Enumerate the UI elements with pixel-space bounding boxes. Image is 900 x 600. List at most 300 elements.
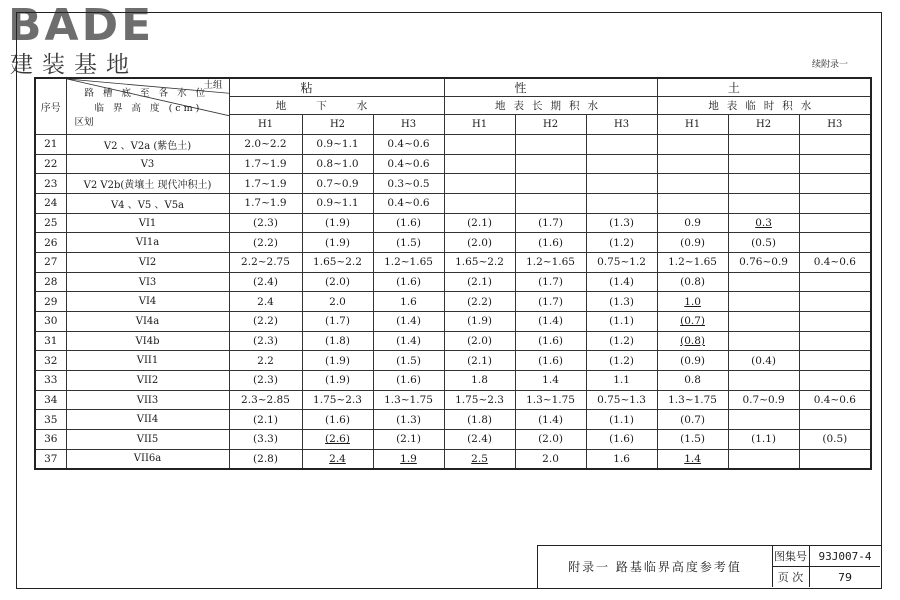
value-cell: [515, 371, 586, 391]
row-number: 23: [35, 174, 66, 194]
value-text: (1.4): [396, 335, 421, 348]
value-text: (1.3): [396, 413, 421, 426]
value-text: 0.9: [684, 217, 701, 230]
value-cell: [229, 154, 302, 174]
value-text: (2.1): [467, 276, 492, 289]
row-region: VI2: [66, 253, 229, 273]
value-cell: [373, 371, 444, 391]
value-cell: [229, 410, 302, 430]
value-cell: [586, 272, 657, 292]
value-cell: [799, 371, 871, 391]
value-cell: [657, 154, 728, 174]
value-text: (1.8): [325, 335, 350, 348]
value-cell: [515, 154, 586, 174]
value-text: (1.9): [325, 354, 350, 367]
value-text: (1.8): [467, 413, 492, 426]
value-text: (0.5): [822, 433, 848, 446]
value-text: 1.9: [400, 452, 417, 465]
value-cell: [728, 449, 799, 469]
value-cell: [586, 135, 657, 155]
value-text: 2.4: [329, 452, 346, 465]
value-cell: [515, 449, 586, 469]
value-cell: [444, 292, 515, 312]
value-text: (1.4): [609, 276, 634, 289]
value-cell: [229, 430, 302, 450]
value-text: (2.4): [253, 276, 278, 289]
table-row: [35, 154, 871, 174]
value-text: 2.3~2.85: [241, 394, 290, 407]
value-text: (0.8): [680, 276, 706, 289]
continued-label: 续附录一: [812, 60, 849, 70]
value-text: 2.0: [329, 295, 346, 308]
value-text: 0.4~0.6: [387, 197, 430, 210]
value-text: (1.5): [396, 236, 421, 249]
value-text: (1.6): [538, 335, 563, 348]
value-cell: [799, 213, 871, 233]
value-text: 1.6: [613, 452, 630, 465]
value-cell: [444, 194, 515, 214]
value-text: 1.4: [684, 452, 701, 465]
value-text: 1.4: [542, 374, 559, 387]
value-cell: [515, 312, 586, 332]
value-cell: [586, 312, 657, 332]
value-cell: [302, 233, 373, 253]
table-row: [35, 410, 871, 430]
header-h2: H2: [302, 115, 373, 135]
value-text: 0.7~0.9: [316, 177, 359, 190]
value-cell: [657, 449, 728, 469]
header-critical-height: 临 界 高 度 (cm): [94, 103, 203, 114]
value-text: 1.1: [613, 374, 630, 387]
row-region: VI3: [66, 272, 229, 292]
value-cell: [657, 351, 728, 371]
value-text: 1.7~1.9: [244, 177, 287, 190]
value-cell: [586, 213, 657, 233]
table-row: [35, 390, 871, 410]
row-number: 21: [35, 135, 66, 155]
value-text: (1.6): [538, 354, 563, 367]
value-text: 0.4~0.6: [387, 158, 430, 170]
value-text: (1.2): [609, 335, 634, 348]
row-number: 30: [35, 312, 66, 332]
value-text: (0.9): [680, 354, 706, 367]
value-cell: [444, 449, 515, 469]
value-cell: [444, 410, 515, 430]
value-cell: [799, 430, 871, 450]
table-row: [35, 272, 871, 292]
value-cell: [657, 331, 728, 351]
value-cell: [586, 449, 657, 469]
value-cell: [373, 449, 444, 469]
header-seq: 序号: [35, 78, 66, 135]
value-cell: [444, 390, 515, 410]
header-ground-water: 地下水: [229, 97, 444, 115]
value-text: 1.3~1.75: [526, 394, 575, 407]
value-text: (0.4): [751, 354, 777, 367]
value-cell: [657, 390, 728, 410]
value-cell: [373, 154, 444, 174]
table-row: [35, 351, 871, 371]
value-cell: [444, 272, 515, 292]
value-text: (1.3): [609, 217, 634, 230]
row-number: 31: [35, 331, 66, 351]
value-cell: [586, 174, 657, 194]
value-cell: [302, 174, 373, 194]
value-cell: [728, 272, 799, 292]
value-text: (2.0): [325, 276, 350, 289]
value-cell: [586, 410, 657, 430]
value-text: (1.6): [396, 217, 421, 230]
value-cell: [302, 272, 373, 292]
value-cell: [444, 233, 515, 253]
value-cell: [728, 194, 799, 214]
value-text: (0.5): [751, 236, 777, 249]
value-cell: [586, 371, 657, 391]
value-text: (1.6): [325, 413, 350, 426]
header-h1: H1: [444, 115, 515, 135]
value-cell: [657, 430, 728, 450]
header-h3: H3: [799, 115, 871, 135]
value-cell: [657, 371, 728, 391]
row-region: VII6a: [66, 449, 229, 469]
value-cell: [444, 253, 515, 273]
row-region: V2 V2b(黄壤土 现代冲积土): [66, 174, 229, 194]
table-row: [35, 292, 871, 312]
value-cell: [373, 390, 444, 410]
value-cell: [728, 351, 799, 371]
row-number: 26: [35, 233, 66, 253]
table-row: [35, 194, 871, 214]
value-cell: [373, 233, 444, 253]
header-soil-group: 土组: [203, 80, 223, 91]
value-text: (1.9): [325, 236, 350, 249]
value-cell: [799, 351, 871, 371]
header-temporary-water: 地表临时积水: [657, 97, 871, 115]
table-row: [35, 331, 871, 351]
table-row: [35, 135, 871, 155]
value-text: (2.0): [467, 236, 492, 249]
value-text: (1.3): [609, 295, 634, 308]
header-fen: 粘: [229, 78, 444, 97]
header-xing: 性: [444, 78, 657, 97]
value-text: 2.2: [257, 354, 274, 367]
value-cell: [229, 390, 302, 410]
value-cell: [302, 410, 373, 430]
value-text: 0.3: [755, 217, 772, 230]
value-text: 1.2~1.65: [668, 256, 717, 269]
value-cell: [373, 351, 444, 371]
value-cell: [373, 272, 444, 292]
value-cell: [229, 194, 302, 214]
value-cell: [373, 331, 444, 351]
value-cell: [657, 410, 728, 430]
row-region: VII2: [66, 371, 229, 391]
value-cell: [657, 272, 728, 292]
row-number: 29: [35, 292, 66, 312]
value-cell: [515, 213, 586, 233]
header-h3: H3: [586, 115, 657, 135]
value-text: (1.2): [609, 236, 634, 249]
value-cell: [728, 371, 799, 391]
value-text: 1.2~1.65: [526, 256, 575, 269]
value-text: 1.6: [400, 295, 417, 308]
value-cell: [444, 312, 515, 332]
value-cell: [302, 292, 373, 312]
value-text: (1.9): [325, 217, 350, 230]
value-cell: [799, 253, 871, 273]
value-cell: [373, 292, 444, 312]
value-text: (2.0): [538, 433, 563, 446]
table-row: [35, 174, 871, 194]
value-text: (1.1): [751, 433, 777, 446]
value-cell: [302, 331, 373, 351]
row-number: 25: [35, 213, 66, 233]
value-text: (2.2): [253, 236, 278, 249]
value-cell: [586, 390, 657, 410]
logo-subtitle: 建装基地: [10, 52, 138, 78]
header-tu: 土: [657, 78, 871, 97]
value-text: (0.7): [680, 315, 706, 328]
drawing-no-label: 图集号: [772, 546, 810, 567]
value-text: 0.8: [684, 374, 701, 387]
value-cell: [229, 312, 302, 332]
drawing-title: 附录一 路基临界高度参考值: [538, 546, 773, 587]
value-cell: [799, 390, 871, 410]
value-cell: [515, 253, 586, 273]
row-region: VII4: [66, 410, 229, 430]
table-row: [35, 371, 871, 391]
value-text: 2.4: [257, 295, 274, 308]
value-text: (1.4): [538, 315, 563, 328]
value-cell: [373, 213, 444, 233]
table-row: [35, 253, 871, 273]
value-cell: [373, 430, 444, 450]
row-region: V2 、V2a (紫色土): [66, 135, 229, 155]
value-cell: [728, 174, 799, 194]
value-cell: [657, 312, 728, 332]
value-cell: [728, 135, 799, 155]
value-text: (0.8): [680, 335, 706, 348]
value-cell: [515, 410, 586, 430]
value-cell: [229, 213, 302, 233]
value-text: (2.4): [467, 433, 492, 446]
row-number: 27: [35, 253, 66, 273]
value-cell: [799, 272, 871, 292]
row-region: VII1: [66, 351, 229, 371]
row-region: VI1: [66, 213, 229, 233]
row-number: 33: [35, 371, 66, 391]
row-region: VII3: [66, 390, 229, 410]
value-text: (1.4): [538, 413, 563, 426]
value-text: 1.65~2.2: [313, 256, 362, 269]
row-region: VI1a: [66, 233, 229, 253]
value-text: (0.9): [680, 236, 706, 249]
value-text: (2.1): [467, 354, 492, 367]
value-cell: [444, 135, 515, 155]
value-text: (1.7): [538, 276, 563, 289]
drawing-no: 93J007-4: [810, 546, 880, 567]
value-text: (1.6): [538, 236, 563, 249]
value-cell: [373, 135, 444, 155]
row-number: 35: [35, 410, 66, 430]
value-cell: [444, 331, 515, 351]
value-cell: [229, 449, 302, 469]
value-cell: [728, 213, 799, 233]
value-cell: [657, 213, 728, 233]
value-text: (1.2): [609, 354, 634, 367]
value-cell: [229, 233, 302, 253]
row-number: 24: [35, 194, 66, 214]
value-text: 0.76~0.9: [739, 256, 788, 269]
value-cell: [799, 331, 871, 351]
table-row: [35, 213, 871, 233]
value-text: 1.75~2.3: [313, 394, 362, 407]
value-cell: [373, 253, 444, 273]
value-text: 1.75~2.3: [455, 394, 504, 407]
value-cell: [373, 410, 444, 430]
value-text: (2.3): [253, 374, 278, 387]
value-text: 1.7~1.9: [244, 158, 287, 170]
value-text: 0.4~0.6: [813, 394, 856, 407]
value-text: 0.75~1.3: [597, 394, 646, 407]
value-cell: [229, 253, 302, 273]
value-text: (1.7): [325, 315, 350, 328]
value-cell: [302, 390, 373, 410]
value-cell: [302, 213, 373, 233]
value-cell: [302, 154, 373, 174]
title-block: [537, 545, 882, 589]
row-number: 28: [35, 272, 66, 292]
value-cell: [728, 233, 799, 253]
value-text: (1.6): [396, 276, 421, 289]
value-cell: [586, 351, 657, 371]
value-text: 0.75~1.2: [597, 256, 646, 269]
value-cell: [799, 312, 871, 332]
value-cell: [728, 410, 799, 430]
value-cell: [728, 430, 799, 450]
value-text: 1.2~1.65: [384, 256, 433, 269]
row-region: VI4b: [66, 331, 229, 351]
value-cell: [302, 194, 373, 214]
value-text: 0.3~0.5: [387, 177, 430, 190]
header-h1: H1: [229, 115, 302, 135]
value-text: 0.4~0.6: [387, 138, 430, 151]
value-text: (1.7): [538, 295, 563, 308]
value-cell: [302, 135, 373, 155]
value-cell: [515, 174, 586, 194]
value-cell: [586, 253, 657, 273]
value-cell: [728, 312, 799, 332]
header-region: 区划: [74, 117, 94, 128]
value-cell: [799, 449, 871, 469]
value-cell: [799, 154, 871, 174]
value-cell: [373, 174, 444, 194]
value-cell: [229, 331, 302, 351]
value-text: (1.5): [396, 354, 421, 367]
value-cell: [515, 272, 586, 292]
value-cell: [302, 449, 373, 469]
value-cell: [302, 430, 373, 450]
value-cell: [586, 331, 657, 351]
value-text: (1.7): [538, 217, 563, 230]
header-h2: H2: [515, 115, 586, 135]
value-cell: [373, 312, 444, 332]
value-cell: [586, 292, 657, 312]
table-row: [35, 449, 871, 469]
critical-height-table: [34, 77, 872, 470]
value-text: (2.3): [253, 217, 278, 230]
value-cell: [444, 154, 515, 174]
value-cell: [728, 253, 799, 273]
row-region: VI4a: [66, 312, 229, 332]
header-h3: H3: [373, 115, 444, 135]
value-cell: [444, 213, 515, 233]
value-cell: [799, 135, 871, 155]
value-cell: [657, 194, 728, 214]
value-text: 0.9~1.1: [316, 197, 359, 210]
value-text: (1.5): [680, 433, 706, 446]
value-cell: [515, 233, 586, 253]
value-text: (2.2): [253, 315, 278, 328]
value-cell: [657, 174, 728, 194]
value-text: (1.9): [325, 374, 350, 387]
page-number: 79: [838, 570, 852, 584]
value-text: 0.9~1.1: [316, 138, 359, 151]
row-region: VI4: [66, 292, 229, 312]
value-cell: [444, 430, 515, 450]
value-cell: [229, 292, 302, 312]
value-cell: [657, 233, 728, 253]
value-text: (2.6): [325, 433, 350, 446]
header-h2: H2: [728, 115, 799, 135]
value-cell: [799, 292, 871, 312]
value-text: (1.6): [396, 374, 421, 387]
row-number: 32: [35, 351, 66, 371]
value-text: 1.3~1.75: [668, 394, 717, 407]
value-cell: [586, 233, 657, 253]
value-text: (1.9): [467, 315, 492, 328]
value-cell: [229, 351, 302, 371]
value-text: (2.3): [253, 335, 278, 348]
value-cell: [302, 312, 373, 332]
value-cell: [515, 292, 586, 312]
value-cell: [444, 174, 515, 194]
value-cell: [657, 135, 728, 155]
value-text: 2.5: [471, 452, 488, 465]
value-text: (2.1): [396, 433, 421, 446]
value-text: 0.7~0.9: [742, 394, 785, 407]
value-text: (1.1): [609, 413, 634, 426]
value-cell: [728, 154, 799, 174]
row-number: 37: [35, 449, 66, 469]
value-text: 2.0: [542, 452, 559, 465]
value-cell: [229, 272, 302, 292]
value-cell: [229, 174, 302, 194]
value-text: (3.3): [253, 433, 278, 446]
row-region: V3: [66, 154, 229, 174]
value-cell: [657, 253, 728, 273]
logo-wordmark: BADE: [8, 0, 155, 51]
row-number: 36: [35, 430, 66, 450]
value-cell: [302, 351, 373, 371]
page-label: 页 次: [772, 567, 810, 587]
table-row: [35, 430, 871, 450]
value-cell: [515, 390, 586, 410]
row-number: 22: [35, 154, 66, 174]
value-text: (1.6): [609, 433, 634, 446]
header-diagonal: [66, 78, 229, 135]
value-cell: [229, 135, 302, 155]
